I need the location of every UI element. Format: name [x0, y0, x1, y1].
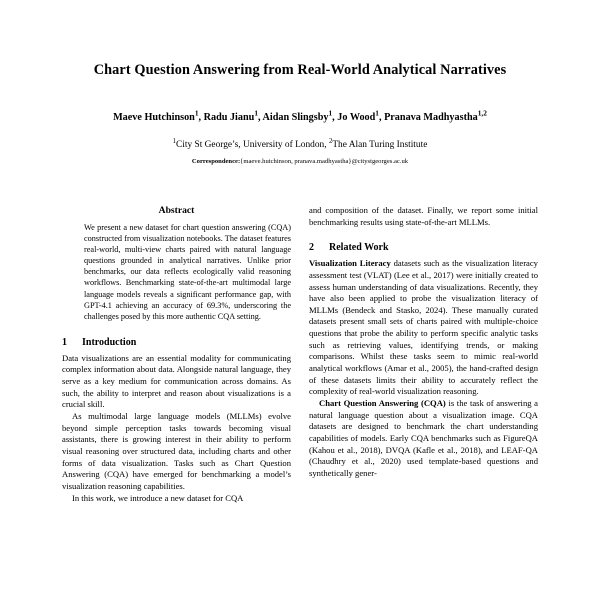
section-number: 1: [62, 336, 67, 348]
correspondence-line: [52, 151, 548, 167]
paragraph: In this work, we introduce a new dataset for CQA: [72, 492, 244, 503]
abstract-body: [84, 222, 291, 322]
two-column-body: [62, 205, 538, 504]
left-column: [62, 205, 291, 504]
section-title: Related Work: [329, 242, 389, 254]
affiliation-list: $^1$City St George’s, University of London, $^2$The Alan Turing Institute: [172, 137, 428, 151]
paragraph: [309, 398, 538, 479]
paragraph: [309, 258, 538, 398]
page-title: Chart Question Answering from Real-World Analytical Narratives: [93, 62, 507, 78]
paragraph-lead-in: Visualization Literacy: [309, 258, 394, 269]
title-block: [0, 0, 600, 167]
correspondence-label: Correspondence:: [191, 158, 241, 166]
right-column: [309, 205, 538, 504]
section-heading-introduction: [62, 337, 291, 348]
paragraph: As multimodal large language models (MLLMs) evolve beyond simple perception tasks towards becoming visual assistants, there is growing interest in their ability to perform visual reasoning over structured data, including charts and other forms of data visualization. Tasks such as Chart Question Answering (CQA) have emerged for benchmarking a model’s visualization reasoning capabilities.: [62, 411, 291, 491]
abstract-heading: Abstract: [158, 205, 195, 216]
section-heading-related-work: [309, 242, 538, 253]
paragraph: Data visualizations are an essential modality for communicating complex information about data. Alongside natural language, they serve as a key medium for communication across domains. As such, the ability to interpret and reason about visualizations is a crucial skill.: [62, 352, 291, 410]
section-title: Introduction: [82, 336, 137, 348]
section-number: 2: [309, 242, 314, 254]
paragraph-continuation: and composition of the dataset. Finally, we report some initial benchmarking results using state-of-the-art MLLMs.: [309, 205, 538, 227]
author-list: Maeve Hutchinson$^1$, Radu Jianu$^1$, Aidan Slingsby$^1$, Jo Wood$^1$, Pranava Madhyastha$^{1,2}$: [113, 108, 487, 123]
paragraph-text: is the task of answering a natural language question about a visualization image. CQA datasets are designed to benchmark the chart understanding capabilities of models. Early CQA benchmarks such as FigureQA (Kahou et al., 2018), DVQA (Kafle et al., 2018), and LEAF-QA (Chaudhry et al., 2020) used template-based questions and synthetically gener-: [309, 397, 538, 478]
correspondence-email: {maeve.hutchinson, pranava.madhyastha}@citystgeorges.ac.uk: [240, 158, 409, 166]
paragraph-text: datasets such as the visualization literacy assessment test (VLAT) (Lee et al., 2017) were initially created to assess human understanding of data visualizations. Recently, they have also been applied to probe the visualization literacy of MLLMs (Bendeck and Stasko, 2024). These manually curated datasets present small sets of charts paired with multiple-choice questions that probe the ability to perform specific analytic tasks such as retrieving values, identifying trends, or making comparisons. Whilst these tasks seem to mimic real-world analytical workflows (Amar et al., 2005), the hand-crafted design of these datasets limits their ability to accurately reflect the complexity of real-world visualization reasoning.: [309, 258, 538, 397]
abstract-text: We present a new dataset for chart question answering (CQA) constructed from visualization notebooks. The dataset features real-world, multi-view charts paired with natural language questions grounded in analytical narratives. Unlike prior benchmarks, our data reflects ecologically valid reasoning workflows. Benchmarking state-of-the-art multimodal large language models reveals a significant performance gap, with GPT-4.1 achieving an accuracy of 69.3%, underscoring the challenges posed by this more authentic CQA setting.: [84, 223, 291, 321]
paragraph-lead-in: Chart Question Answering (CQA): [319, 397, 449, 408]
